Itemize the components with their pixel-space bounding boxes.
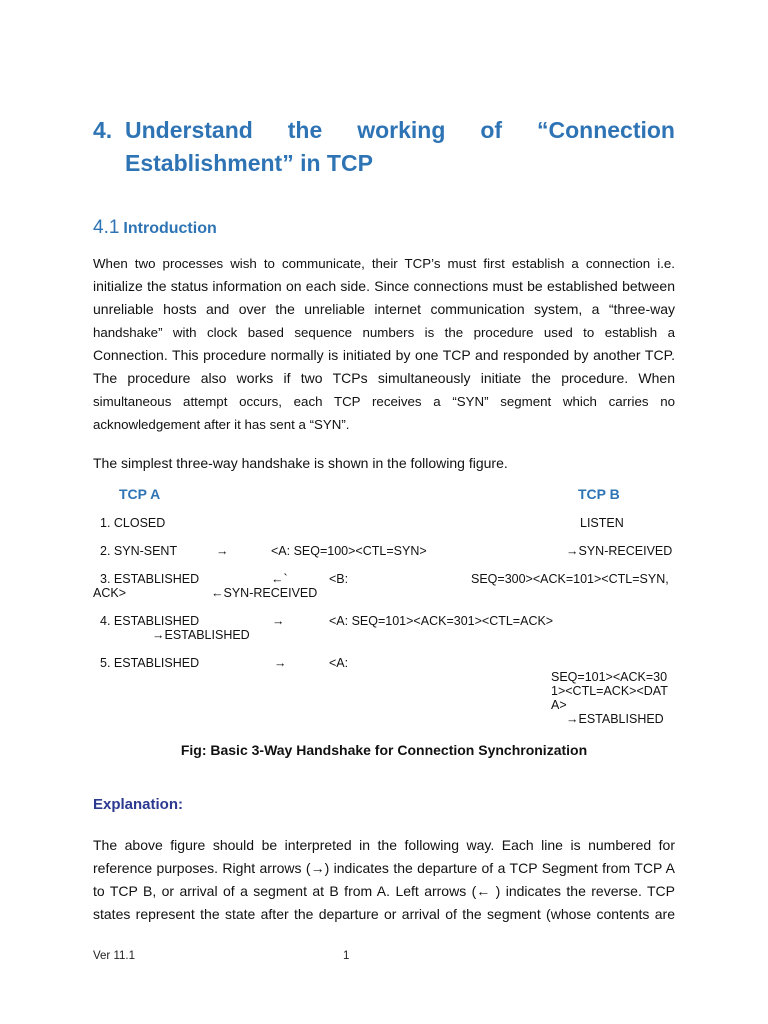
row2-segment: <A: SEQ=100><CTL=SYN>: [271, 544, 427, 558]
row2-state-a: 2. SYN-SENT: [100, 544, 178, 558]
section-title: Introduction: [123, 220, 217, 237]
chapter-number: 4.: [93, 117, 113, 143]
row2-state-b: →SYN-RECEIVED: [566, 544, 673, 558]
intro-line: simultaneous attempt occurs, each TCP receives a “SYN” segment which carries no: [93, 394, 675, 409]
simplest-text: The simplest three-way handshake is shown in the following figure.: [93, 455, 508, 471]
row4-segment: <A: SEQ=101><ACK=301><CTL=ACK>: [329, 614, 554, 628]
intro-line: initialize the status information on each side. Since connections must be established between: [93, 278, 675, 294]
intro-paragraph: [93, 252, 675, 436]
explanation-line: reference purposes. Right arrows (→) indicates the departure of a TCP Segment from TCP A: [93, 860, 675, 876]
row5-segment: SEQ=101><ACK=30: [551, 670, 668, 684]
row5-segment: 1><CTL=ACK><DAT: [551, 684, 668, 698]
right-arrow-icon: →: [216, 544, 229, 558]
chapter-title-line1: Understand the working of “Connection: [125, 117, 675, 143]
row3-segment-cont: ACK>: [93, 586, 127, 600]
right-arrow-icon: →: [272, 614, 285, 628]
row3-segment-start: <B:: [329, 572, 349, 586]
row4-state-a: 4. ESTABLISHED: [100, 614, 200, 628]
section-heading: [93, 217, 217, 239]
intro-line: handshake” with clock based sequence numbers is the procedure used to establish a: [93, 325, 675, 340]
chapter-title-line2: Establishment” in TCP: [125, 150, 373, 176]
page-number: 1: [343, 950, 350, 962]
explanation-line: to TCP B, or arrival of a segment at B from A. Left arrows (← ) indicates the reverse. TCP: [93, 883, 675, 899]
explanation-line: The above figure should be interpreted in the following way. Each line is numbered for: [93, 837, 675, 853]
row5-segment: A>: [551, 698, 567, 712]
row1-state-b: LISTEN: [580, 516, 624, 530]
row1-state-a: 1. CLOSED: [100, 516, 166, 530]
explanation-paragraph: [93, 834, 675, 926]
intro-line: unreliable hosts and over the unreliable internet communication system, a “three-way: [93, 301, 675, 317]
row3-segment: SEQ=300><ACK=101><CTL=SYN,: [471, 572, 669, 586]
explanation-line: states represent the state after the departure or arrival of the segment (whose contents are: [93, 906, 675, 922]
tcp-b-label: TCP B: [578, 486, 620, 502]
tcp-a-label: TCP A: [119, 486, 161, 502]
section-number: 4.1: [93, 217, 120, 238]
row5-state-b: →ESTABLISHED: [566, 712, 664, 726]
figure-caption: Fig: Basic 3-Way Handshake for Connection Synchronization: [180, 742, 588, 758]
intro-line: Connection. This procedure normally is initiated by one TCP and responded by another TCP.: [93, 347, 675, 363]
right-arrow-icon: →: [274, 656, 287, 670]
intro-line: acknowledgement after it has sent a “SYN”.: [93, 417, 350, 432]
explanation-heading: Explanation:: [93, 796, 184, 813]
row4-state-b: →ESTABLISHED: [152, 628, 250, 642]
row5-state-a: 5. ESTABLISHED: [100, 656, 200, 670]
row3-state-b: ←SYN-RECEIVED: [211, 586, 318, 600]
row5-segment-start: <A:: [329, 656, 349, 670]
row3-state-a: 3. ESTABLISHED: [100, 572, 200, 586]
intro-line: The procedure also works if two TCPs simultaneously initiate the procedure. When: [93, 370, 675, 386]
intro-line: When two processes wish to communicate, their TCP’s must first establish a connection i.e.: [93, 256, 675, 271]
version-footer: Ver 11.1: [93, 950, 135, 962]
left-arrow-icon: ←`: [271, 572, 288, 586]
